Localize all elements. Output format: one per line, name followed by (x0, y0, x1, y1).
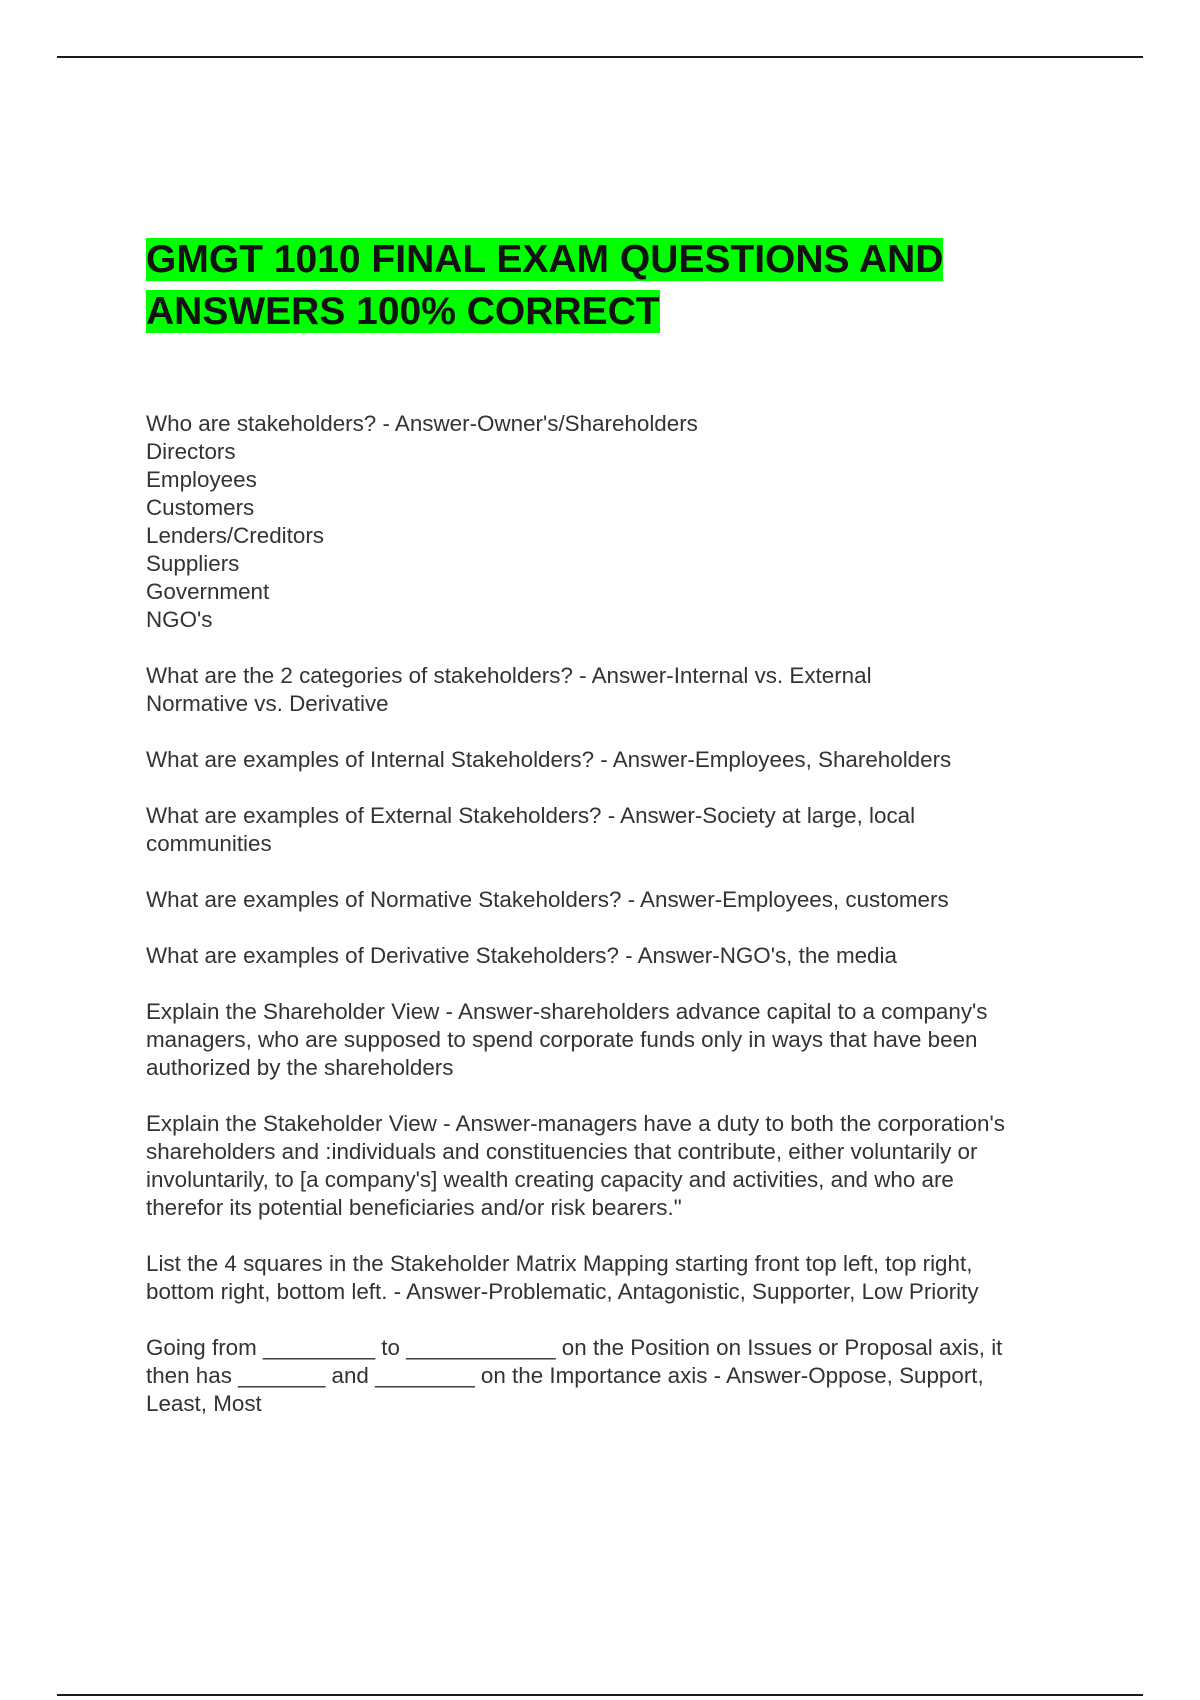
qa-answer-line: Least, Most (146, 1391, 262, 1416)
qa-question-line: What are the 2 categories of stakeholders? - Answer-Internal vs. External (146, 663, 872, 688)
qa-answer-line: authorized by the shareholders (146, 1055, 454, 1080)
qa-answer-line: Suppliers (146, 551, 240, 576)
qa-answer-line: communities (146, 831, 272, 856)
qa-answer-line: involuntarily, to [a company's] wealth creating capacity and activities, and who are (146, 1167, 954, 1192)
document-title (146, 234, 1086, 338)
qa-question-line: Explain the Shareholder View - Answer-shareholders advance capital to a company's (146, 999, 988, 1024)
qa-question-line: Going from _________ to ____________ on the Position on Issues or Proposal axis, it (146, 1335, 1003, 1360)
qa-item (146, 1250, 1086, 1306)
qa-answer-line: therefor its potential beneficiaries and/or risk bearers." (146, 1195, 682, 1220)
footer-rule (57, 1694, 1143, 1696)
qa-item (146, 998, 1086, 1082)
qa-item (146, 802, 1086, 858)
title-line: GMGT 1010 FINAL EXAM QUESTIONS AND (146, 238, 944, 281)
qa-answer-line: NGO's (146, 607, 213, 632)
qa-answer-line: bottom right, bottom left. - Answer-Problematic, Antagonistic, Supporter, Low Priority (146, 1279, 979, 1304)
title-line: ANSWERS 100% CORRECT (146, 290, 660, 333)
qa-question-line: List the 4 squares in the Stakeholder Matrix Mapping starting front top left, top right, (146, 1251, 973, 1276)
qa-question-line: What are examples of Derivative Stakeholders? - Answer-NGO's, the media (146, 943, 897, 968)
qa-answer-line: Lenders/Creditors (146, 523, 324, 548)
header-rule (57, 56, 1143, 58)
qa-item (146, 1110, 1086, 1222)
qa-question-line: What are examples of Internal Stakeholders? - Answer-Employees, Shareholders (146, 747, 952, 772)
qa-answer-line: Normative vs. Derivative (146, 691, 389, 716)
qa-answer-line: shareholders and :individuals and constituencies that contribute, either voluntarily or (146, 1139, 978, 1164)
qa-answer-line: then has _______ and ________ on the Importance axis - Answer-Oppose, Support, (146, 1363, 984, 1388)
qa-item (146, 942, 1086, 970)
qa-question-line: Explain the Stakeholder View - Answer-managers have a duty to both the corporation's (146, 1111, 1005, 1136)
qa-answer-line: Customers (146, 495, 255, 520)
qa-item (146, 746, 1086, 774)
qa-list (146, 410, 1086, 1446)
qa-question-line: Who are stakeholders? - Answer-Owner's/Shareholders (146, 411, 698, 436)
qa-answer-line: Employees (146, 467, 257, 492)
qa-item (146, 662, 1086, 718)
qa-item (146, 1334, 1086, 1418)
qa-answer-line: Government (146, 579, 270, 604)
qa-question-line: What are examples of External Stakeholders? - Answer-Society at large, local (146, 803, 916, 828)
qa-item (146, 410, 1086, 634)
qa-item (146, 886, 1086, 914)
qa-answer-line: managers, who are supposed to spend corporate funds only in ways that have been (146, 1027, 978, 1052)
qa-answer-line: Directors (146, 439, 236, 464)
qa-question-line: What are examples of Normative Stakeholders? - Answer-Employees, customers (146, 887, 949, 912)
